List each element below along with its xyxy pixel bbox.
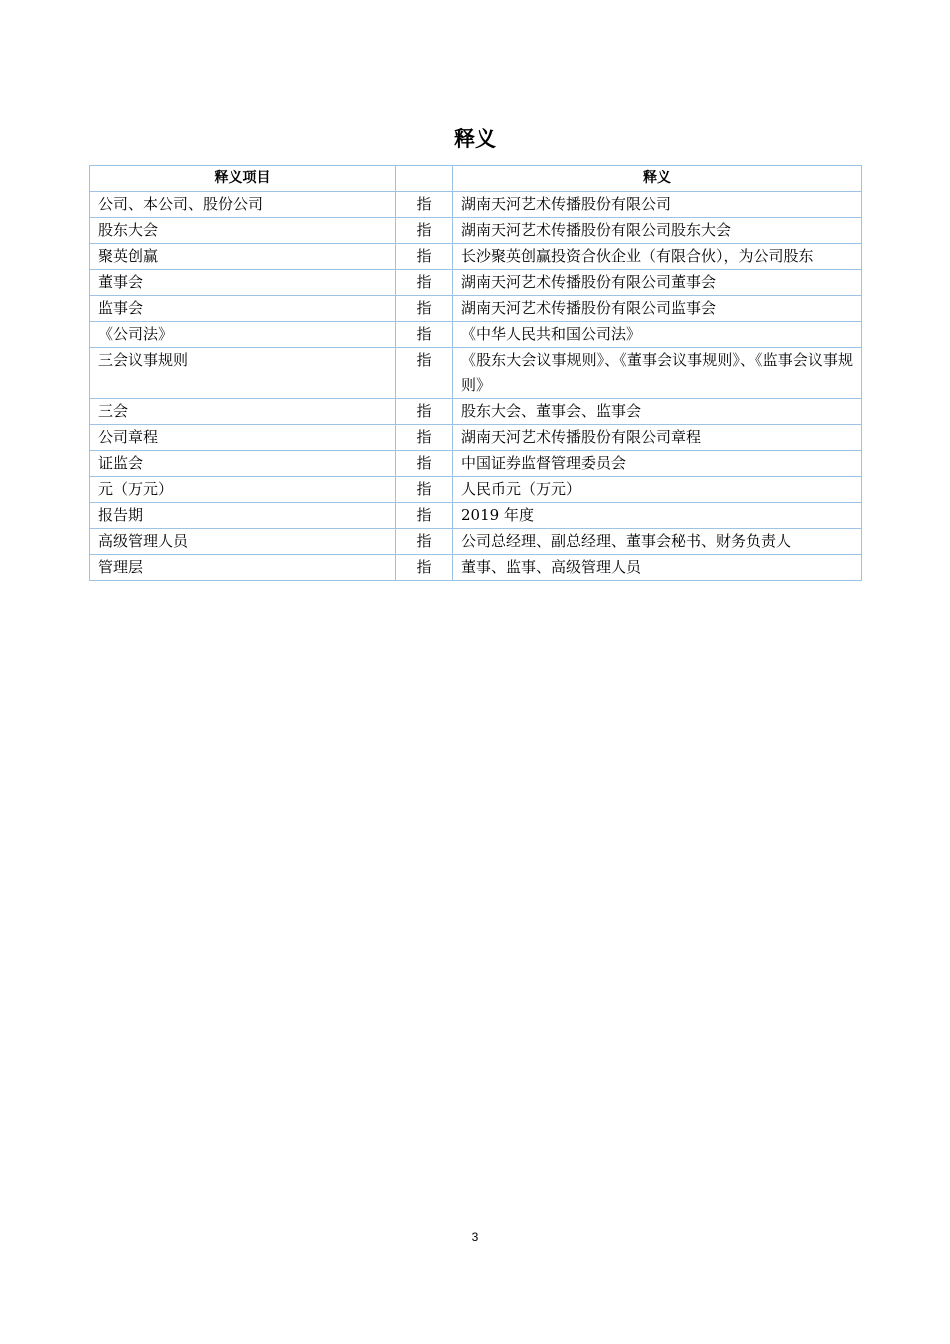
table-row (90, 192, 862, 218)
refers-cell: 指 (396, 503, 453, 529)
page-number: 3 (471, 1230, 479, 1244)
page-title: 释义 (454, 127, 496, 151)
refers-cell: 指 (396, 192, 453, 218)
refers-cell: 指 (396, 451, 453, 477)
term-cell: 聚英创赢 (90, 244, 396, 270)
term-cell: 董事会 (90, 270, 396, 296)
table-row (90, 425, 862, 451)
meaning-cell: 公司总经理、副总经理、董事会秘书、财务负责人 (453, 529, 862, 555)
term-cell: 证监会 (90, 451, 396, 477)
term-cell: 公司章程 (90, 425, 396, 451)
meaning-cell: 湖南天河艺术传播股份有限公司股东大会 (453, 218, 862, 244)
meaning-cell: 《中华人民共和国公司法》 (453, 322, 862, 348)
table-row (90, 555, 862, 581)
table-row (90, 451, 862, 477)
refers-cell: 指 (396, 529, 453, 555)
table-row (90, 399, 862, 425)
refers-cell: 指 (396, 296, 453, 322)
table-row (90, 218, 862, 244)
refers-cell: 指 (396, 322, 453, 348)
table-row (90, 244, 862, 270)
table-row (90, 348, 862, 399)
table-row (90, 270, 862, 296)
meaning-cell: 2019 年度 (453, 503, 862, 529)
meaning-cell: 股东大会、董事会、监事会 (453, 399, 862, 425)
table-row (90, 503, 862, 529)
definitions-table (89, 165, 862, 581)
refers-cell: 指 (396, 348, 453, 399)
term-cell: 元（万元） (90, 477, 396, 503)
table-row (90, 529, 862, 555)
term-cell: 公司、本公司、股份公司 (90, 192, 396, 218)
header-meaning: 释义 (453, 166, 862, 192)
refers-cell: 指 (396, 477, 453, 503)
meaning-cell: 董事、监事、高级管理人员 (453, 555, 862, 581)
header-term: 释义项目 (90, 166, 396, 192)
table-row (90, 477, 862, 503)
term-cell: 三会议事规则 (90, 348, 396, 399)
term-cell: 管理层 (90, 555, 396, 581)
term-cell: 高级管理人员 (90, 529, 396, 555)
table-row (90, 296, 862, 322)
term-cell: 报告期 (90, 503, 396, 529)
refers-cell: 指 (396, 218, 453, 244)
term-cell: 股东大会 (90, 218, 396, 244)
meaning-cell: 湖南天河艺术传播股份有限公司章程 (453, 425, 862, 451)
meaning-cell: 长沙聚英创赢投资合伙企业（有限合伙），为公司股东 (453, 244, 862, 270)
meaning-cell: 湖南天河艺术传播股份有限公司监事会 (453, 296, 862, 322)
meaning-cell: 湖南天河艺术传播股份有限公司董事会 (453, 270, 862, 296)
refers-cell: 指 (396, 555, 453, 581)
refers-cell: 指 (396, 425, 453, 451)
header-refers (396, 166, 453, 192)
meaning-cell: 中国证券监督管理委员会 (453, 451, 862, 477)
refers-cell: 指 (396, 244, 453, 270)
term-cell: 《公司法》 (90, 322, 396, 348)
meaning-cell: 湖南天河艺术传播股份有限公司 (453, 192, 862, 218)
meaning-cell: 《股东大会议事规则》、《董事会议事规则》、《监事会议事规则》 (453, 348, 862, 399)
table-header-row (90, 166, 862, 192)
table-row (90, 322, 862, 348)
meaning-cell: 人民币元（万元） (453, 477, 862, 503)
refers-cell: 指 (396, 399, 453, 425)
refers-cell: 指 (396, 270, 453, 296)
term-cell: 监事会 (90, 296, 396, 322)
term-cell: 三会 (90, 399, 396, 425)
